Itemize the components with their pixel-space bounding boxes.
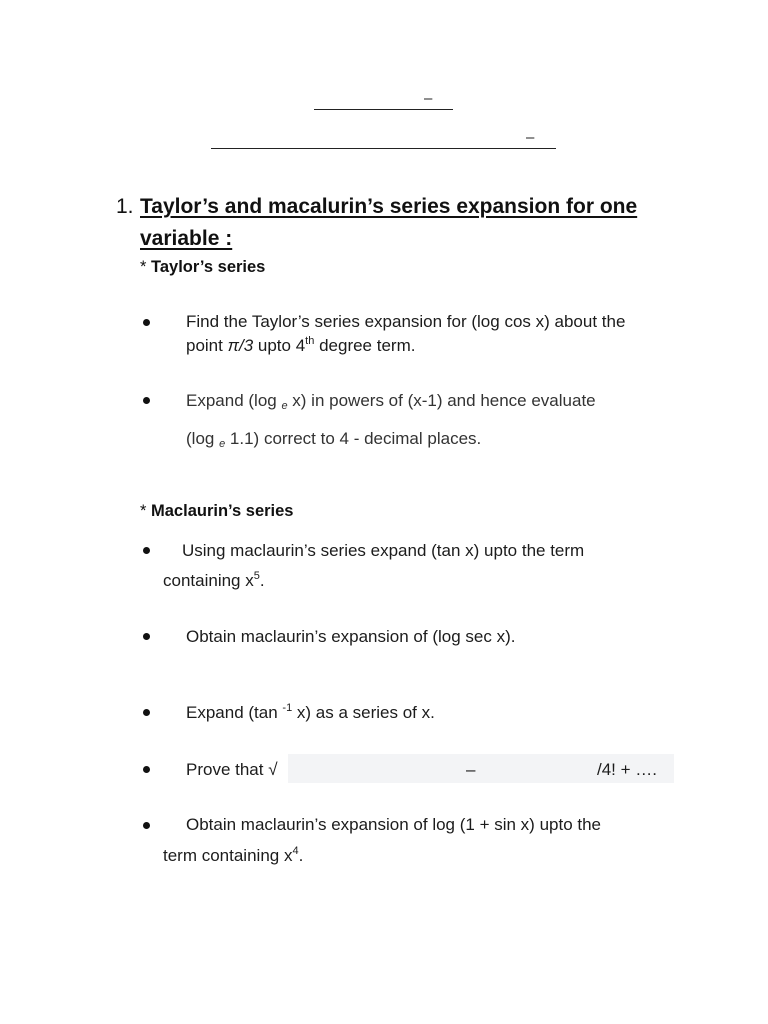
bullet-dot xyxy=(143,397,150,404)
maclaurin-item4-dash: – xyxy=(466,760,476,779)
header-dash-bottom: – xyxy=(526,129,535,146)
bullet-dot xyxy=(143,547,150,554)
header-rule-bottom xyxy=(211,148,556,149)
bullet-dot xyxy=(143,822,150,829)
section-title-line1: Taylor’s and macalurin’s series expansion for one xyxy=(140,195,638,218)
header-dash-top: – xyxy=(424,90,433,107)
taylor-item1-line1: Find the Taylor’s series expansion for (log cos x) about the xyxy=(186,312,626,331)
bullet-dot xyxy=(143,766,150,773)
taylor-item2-line2: (log $_e$ 1.1) correct to 4 - decimal places. xyxy=(186,429,482,450)
taylor-item1-line2: point π/3 upto 4th degree term. xyxy=(186,335,416,355)
maclaurin-item2: Obtain maclaurin’s expansion of (log sec x). xyxy=(186,627,516,646)
maclaurin-item1-line1: Using maclaurin’s series expand (tan x) upto the term xyxy=(182,541,585,560)
maclaurin-item5-line1: Obtain maclaurin’s expansion of log (1 + sin x) upto the xyxy=(186,815,602,834)
taylor-subhead: * Taylor’s series xyxy=(140,258,266,276)
maclaurin-subhead: * Maclaurin’s series xyxy=(140,502,294,520)
taylor-item2-line1: Expand (log $_e$ x) in powers of (x-1) and hence evaluate xyxy=(186,391,596,412)
section-title-line2: variable : xyxy=(140,227,233,250)
maclaurin-item3: Expand (tan $^{-1}$ x) as a series of x. xyxy=(186,702,435,722)
bullet-dot xyxy=(143,709,150,716)
maclaurin-item4-post: /4! + …. xyxy=(597,760,657,779)
header-rule-top xyxy=(314,109,453,110)
bullet-dot xyxy=(143,633,150,640)
maclaurin-item4-pre: Prove that √ xyxy=(186,760,278,779)
maclaurin-item1-line2: containing $x^5$. xyxy=(163,570,265,590)
section-number: 1. xyxy=(116,195,134,218)
maclaurin-item5-line2: term containing $x^4$. xyxy=(163,845,304,865)
bullet-dot xyxy=(143,319,150,326)
